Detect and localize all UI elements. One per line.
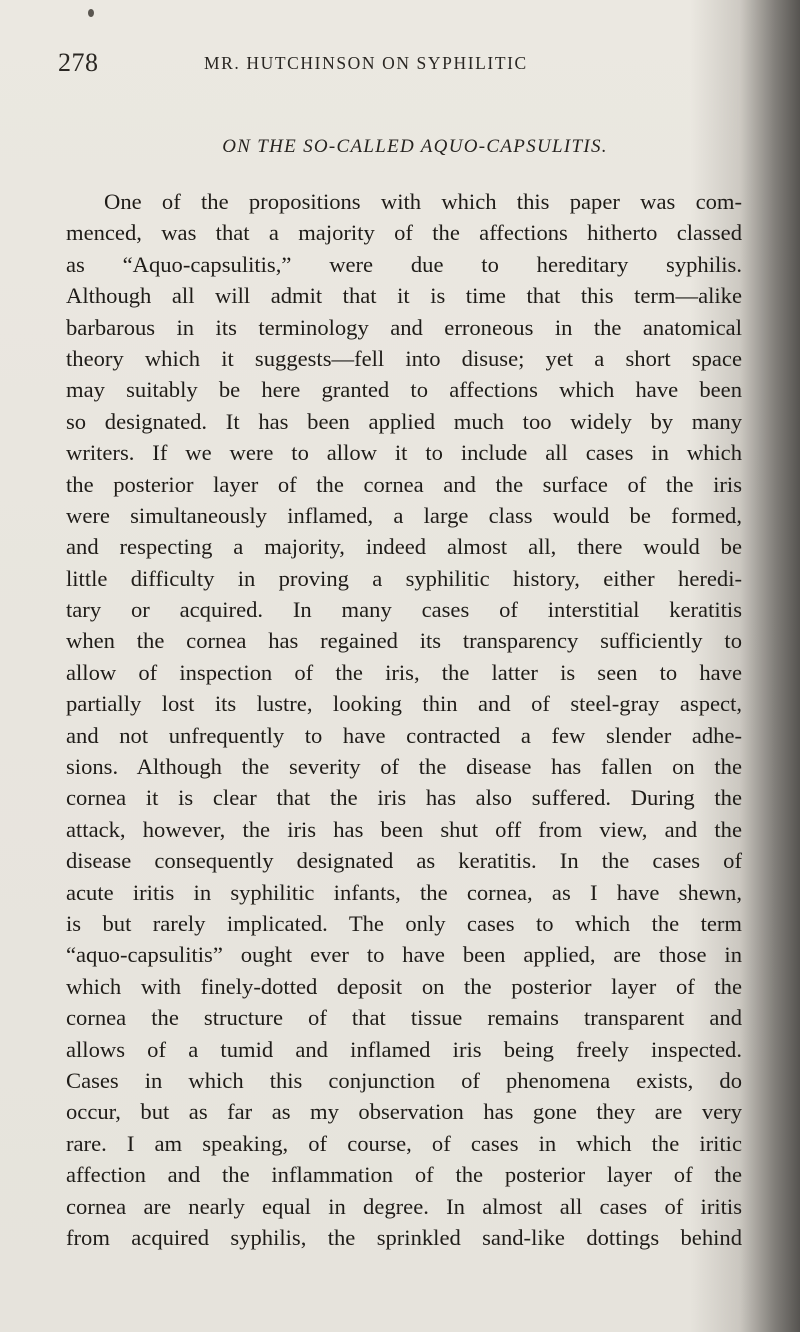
text-line: so designated. It has been applied much too widely by many bbox=[66, 408, 742, 434]
text-line: Although all will admit that it is time that this term—alike bbox=[66, 283, 742, 309]
text-line: and not unfrequently to have contracted a few slender adhe- bbox=[66, 722, 742, 748]
text-line: barbarous in its terminology and erroneous in the anatomical bbox=[66, 314, 742, 340]
text-line: as “Aquo-capsulitis,” were due to hereditary syphilis. bbox=[66, 251, 742, 277]
text-line: sions. Although the severity of the disease has fallen on the bbox=[66, 754, 742, 780]
text-line: attack, however, the iris has been shut off from view, and the bbox=[66, 816, 742, 842]
text-line: the posterior layer of the cornea and the surface of the iris bbox=[66, 471, 742, 497]
text-line: little difficulty in proving a syphilitic history, either heredi- bbox=[66, 565, 742, 591]
text-line: occur, but as far as my observation has gone they are very bbox=[66, 1099, 742, 1125]
text-line: theory which it suggests—fell into disuse; yet a short space bbox=[66, 345, 742, 371]
body-text bbox=[66, 186, 742, 1253]
section-title: ON THE SO-CALLED AQUO-CAPSULITIS. bbox=[222, 136, 608, 157]
text-line: which with finely-dotted deposit on the posterior layer of the bbox=[66, 973, 742, 999]
text-line: writers. If we were to allow it to include all cases in which bbox=[66, 440, 742, 466]
text-line: partially lost its lustre, looking thin and of steel-gray aspect, bbox=[66, 691, 742, 717]
text-line: Cases in which this conjunction of phenomena exists, do bbox=[66, 1067, 742, 1093]
text-line: may suitably be here granted to affections which have been bbox=[66, 377, 742, 403]
text-line: acute iritis in syphilitic infants, the cornea, as I have shewn, bbox=[66, 879, 742, 905]
text-line: and respecting a majority, indeed almost all, there would be bbox=[66, 534, 742, 560]
text-line: when the cornea has regained its transparency sufficiently to bbox=[66, 628, 742, 654]
page-number: 278 bbox=[58, 48, 99, 77]
text-line: rare. I am speaking, of course, of cases in which the iritic bbox=[66, 1130, 742, 1156]
text-line: cornea are nearly equal in degree. In almost all cases of iritis bbox=[66, 1193, 742, 1219]
text-line: “aquo-capsulitis” ought ever to have been applied, are those in bbox=[66, 942, 742, 968]
running-title: MR. HUTCHINSON ON SYPHILITIC bbox=[204, 53, 528, 73]
text-line: were simultaneously inflamed, a large class would be formed, bbox=[66, 502, 742, 528]
text-line: allow of inspection of the iris, the latter is seen to have bbox=[66, 659, 742, 685]
text-line: One of the propositions with which this paper was com- bbox=[104, 189, 742, 214]
text-line: menced, was that a majority of the affections hitherto classed bbox=[66, 220, 742, 246]
text-line: cornea it is clear that the iris has also suffered. During the bbox=[66, 785, 742, 811]
text-line: affection and the inflammation of the posterior layer of the bbox=[66, 1162, 742, 1188]
text-line: cornea the structure of that tissue remains transparent and bbox=[66, 1005, 742, 1031]
ink-spot bbox=[88, 9, 94, 17]
text-line: is but rarely implicated. The only cases to which the term bbox=[66, 910, 742, 936]
text-line: disease consequently designated as keratitis. In the cases of bbox=[66, 848, 742, 874]
text-line: tary or acquired. In many cases of interstitial keratitis bbox=[66, 597, 742, 623]
page-header bbox=[58, 48, 738, 78]
text-line: allows of a tumid and inflamed iris being freely inspected. bbox=[66, 1036, 742, 1062]
text-line: from acquired syphilis, the sprinkled sand-like dottings behind bbox=[66, 1224, 742, 1250]
